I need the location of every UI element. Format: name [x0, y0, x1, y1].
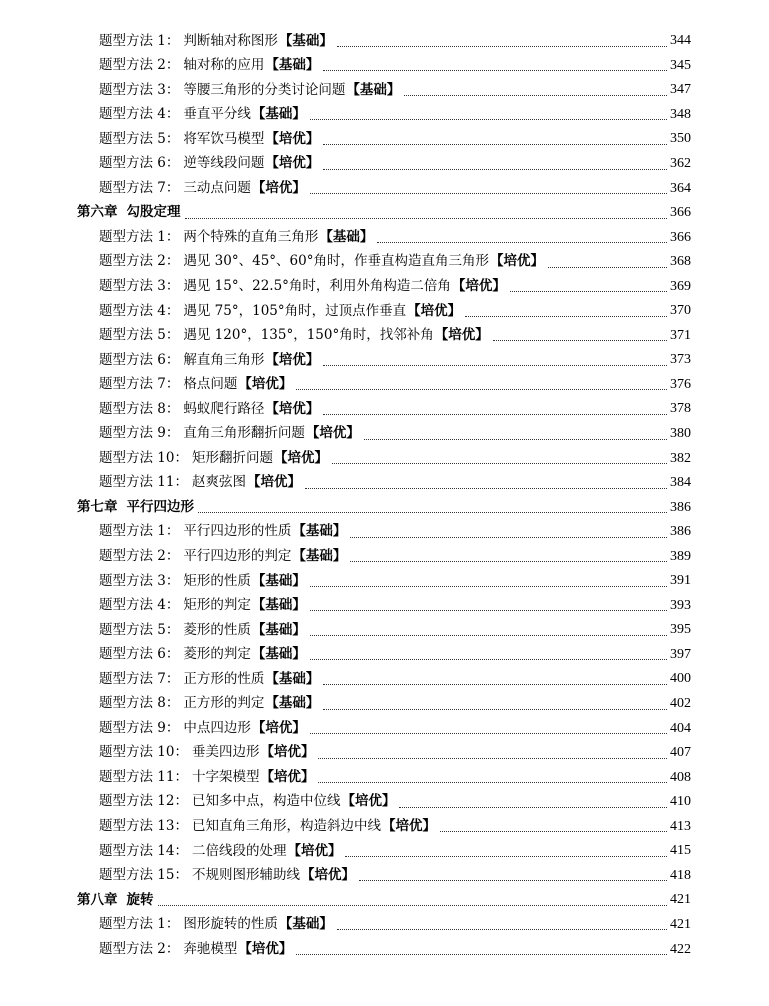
dot-leader	[310, 610, 667, 611]
toc-entry[interactable]	[0, 692, 769, 717]
dot-leader	[493, 340, 667, 341]
method-title: 赵爽弦图	[191, 474, 246, 491]
dot-leader	[323, 709, 667, 710]
dot-leader	[310, 635, 667, 636]
page-number: 391	[670, 573, 691, 589]
toc-entry-label	[99, 179, 306, 196]
method-title: 将军饮马模型	[183, 130, 265, 147]
method-title: 矩形的判定	[183, 597, 251, 614]
method-title: 格点问题	[183, 376, 238, 393]
page-number: 384	[670, 475, 691, 491]
method-number: 题型方法 11：	[99, 474, 188, 491]
method-number: 题型方法 1：	[99, 228, 180, 245]
toc-entry[interactable]	[0, 78, 769, 103]
dot-leader	[350, 537, 667, 538]
level-tag: 【基础】	[278, 32, 333, 49]
toc-entry-label	[77, 206, 181, 220]
toc-entry[interactable]	[0, 790, 769, 815]
toc-entry-label	[99, 255, 544, 269]
toc-chapter-heading[interactable]	[0, 495, 769, 520]
method-number: 题型方法 2：	[99, 548, 180, 564]
method-title: 菱形的判定	[183, 646, 251, 663]
method-number: 题型方法 9：	[99, 425, 180, 442]
toc-entry[interactable]	[0, 373, 769, 398]
dot-leader	[377, 242, 667, 243]
toc-entry-label	[99, 746, 314, 760]
method-title: 二倍线段的处理	[191, 842, 287, 859]
chapter-title: 勾股定理	[126, 204, 181, 221]
level-tag: 【培优】	[273, 449, 328, 466]
dot-leader	[323, 144, 667, 145]
toc-entry-label	[99, 351, 320, 368]
method-title: 菱形的性质	[183, 621, 251, 638]
method-title: 已知直角三角形，构造斜边中线	[191, 818, 381, 835]
level-tag: 【培优】	[246, 474, 301, 491]
dot-leader	[296, 954, 667, 955]
method-title: 矩形的性质	[183, 572, 251, 589]
toc-entry[interactable]	[0, 569, 769, 594]
page-number: 389	[670, 548, 691, 564]
toc-entry[interactable]	[0, 176, 769, 201]
method-number: 题型方法 1：	[99, 916, 180, 933]
dot-leader	[465, 316, 667, 317]
toc-chapter-heading[interactable]	[0, 201, 769, 226]
toc-entry[interactable]	[0, 397, 769, 422]
table-of-contents	[0, 29, 769, 962]
dot-leader	[198, 512, 667, 513]
toc-entry[interactable]	[0, 274, 769, 299]
method-title: 判断轴对称图形	[183, 32, 278, 49]
dot-leader	[310, 733, 667, 734]
level-tag: 【基础】	[251, 621, 306, 638]
toc-entry-label	[99, 670, 320, 687]
toc-entry-label	[99, 157, 319, 171]
dot-leader	[337, 929, 667, 930]
method-number: 题型方法 14：	[99, 842, 188, 859]
method-number: 题型方法 4：	[99, 302, 180, 319]
page-number: 421	[670, 916, 691, 932]
page-number: 371	[670, 327, 691, 343]
toc-entry[interactable]	[0, 839, 769, 864]
toc-entry[interactable]	[0, 937, 769, 962]
toc-entry[interactable]	[0, 103, 769, 128]
method-title: 遇见 15°、22.5°角时，利用外角构造二倍角	[183, 277, 451, 294]
level-tag: 【培优】	[251, 719, 306, 736]
method-number: 题型方法 5：	[99, 327, 180, 344]
method-title: 正方形的性质	[183, 670, 265, 687]
toc-entry[interactable]	[0, 422, 769, 447]
method-title: 中点四边形	[183, 719, 251, 736]
level-tag: 【基础】	[265, 695, 320, 712]
method-title: 遇见 120°，135°，150°角时，找邻补角	[183, 327, 434, 344]
dot-leader	[359, 880, 667, 881]
toc-entry-label	[99, 108, 306, 122]
toc-entry[interactable]	[0, 250, 769, 275]
level-tag: 【培优】	[341, 793, 396, 810]
level-tag: 【基础】	[346, 81, 401, 98]
method-number: 题型方法 5：	[99, 621, 180, 638]
level-tag: 【基础】	[265, 670, 320, 687]
method-number: 题型方法 10：	[99, 744, 188, 761]
dot-leader	[364, 439, 667, 440]
toc-entry-label	[99, 130, 320, 147]
toc-entry[interactable]	[0, 152, 769, 177]
method-number: 题型方法 15：	[99, 867, 188, 884]
page-number: 418	[670, 867, 691, 883]
method-title: 三动点问题	[183, 179, 251, 196]
toc-entry[interactable]	[0, 594, 769, 619]
level-tag: 【培优】	[260, 744, 315, 761]
toc-entry[interactable]	[0, 446, 769, 471]
level-tag: 【培优】	[265, 400, 320, 417]
method-number: 题型方法 2：	[99, 57, 180, 74]
toc-entry-label	[99, 768, 315, 785]
level-tag: 【培优】	[451, 277, 506, 294]
level-tag: 【基础】	[292, 548, 347, 564]
toc-entry-label	[99, 697, 319, 711]
method-title: 逆等线段问题	[183, 155, 265, 172]
method-number: 题型方法 2：	[99, 940, 180, 957]
page-number: 386	[670, 499, 691, 515]
method-number: 题型方法 9：	[99, 719, 180, 736]
method-title: 轴对称的应用	[183, 57, 265, 74]
page-number: 366	[670, 229, 691, 245]
level-tag: 【培优】	[489, 253, 544, 270]
toc-entry-label	[99, 599, 306, 613]
dot-leader	[310, 659, 667, 660]
page-number: 350	[670, 131, 691, 147]
toc-entry[interactable]	[0, 544, 769, 569]
method-title: 平行四边形的判定	[183, 548, 292, 564]
toc-entry-label	[99, 795, 395, 809]
method-title: 垂美四边形	[191, 744, 260, 761]
dot-leader	[323, 684, 667, 685]
dot-leader	[332, 463, 667, 464]
page-number: 402	[670, 696, 691, 712]
method-title: 遇见 30°、45°、60°角时，作垂直构造直角三角形	[183, 253, 489, 270]
dot-leader	[158, 905, 668, 906]
level-tag: 【基础】	[251, 597, 306, 614]
level-tag: 【培优】	[265, 155, 320, 172]
level-tag: 【培优】	[260, 768, 315, 785]
toc-entry-label	[99, 81, 401, 98]
toc-entry-label	[99, 400, 320, 417]
toc-chapter-heading[interactable]	[0, 888, 769, 913]
dot-leader	[323, 169, 667, 170]
page-number: 397	[670, 646, 691, 662]
page-number: 408	[670, 769, 691, 785]
toc-entry[interactable]	[0, 348, 769, 373]
page-number: 380	[670, 426, 691, 442]
chapter-number: 第八章	[77, 891, 118, 908]
level-tag: 【基础】	[251, 572, 306, 589]
page-number: 422	[670, 941, 691, 957]
dot-leader	[337, 46, 667, 47]
page-number: 362	[670, 156, 691, 171]
page-number: 393	[670, 597, 691, 613]
method-number: 题型方法 12：	[99, 793, 188, 810]
level-tag: 【培优】	[265, 351, 320, 368]
level-tag: 【培优】	[305, 425, 360, 442]
level-tag: 【基础】	[265, 57, 320, 74]
page-number: 400	[670, 671, 691, 687]
toc-entry[interactable]	[0, 324, 769, 349]
toc-entry-label	[99, 476, 301, 490]
dot-leader	[323, 414, 667, 415]
toc-entry[interactable]	[0, 225, 769, 250]
toc-entry-label	[99, 32, 333, 49]
toc-entry-label	[99, 378, 292, 392]
method-title: 已知多中点，构造中位线	[191, 793, 341, 810]
page-number: 395	[670, 622, 691, 638]
page-number: 344	[670, 33, 691, 49]
chapter-number: 第六章	[77, 204, 118, 221]
toc-entry[interactable]	[0, 520, 769, 545]
method-number: 题型方法 7：	[99, 179, 180, 196]
method-number: 题型方法 1：	[99, 523, 180, 540]
method-number: 题型方法 3：	[99, 277, 180, 294]
page-number: 348	[670, 106, 691, 122]
method-title: 十字架模型	[191, 768, 260, 785]
dot-leader	[318, 782, 667, 783]
page-number: 347	[670, 82, 691, 98]
method-title: 奔驰模型	[183, 940, 238, 957]
toc-entry[interactable]	[0, 667, 769, 692]
chapter-title: 平行四边形	[126, 498, 194, 515]
toc-entry[interactable]	[0, 471, 769, 496]
level-tag: 【培优】	[381, 818, 436, 835]
page-number: 366	[670, 205, 691, 221]
level-tag: 【培优】	[265, 130, 320, 147]
method-title: 等腰三角形的分类讨论问题	[183, 81, 346, 98]
dot-leader	[305, 488, 667, 489]
method-title: 图形旋转的性质	[183, 916, 278, 933]
method-number: 题型方法 6：	[99, 351, 180, 368]
method-title: 蚂蚁爬行路径	[183, 400, 265, 417]
dot-leader	[548, 267, 667, 268]
toc-entry-label	[99, 719, 306, 736]
toc-entry-label	[99, 572, 306, 589]
toc-entry-label	[99, 302, 462, 319]
toc-entry-label	[99, 329, 489, 343]
level-tag: 【培优】	[238, 940, 293, 957]
method-title: 解直角三角形	[183, 351, 265, 368]
dot-leader	[185, 218, 668, 219]
dot-leader	[296, 389, 667, 390]
level-tag: 【基础】	[278, 916, 333, 933]
dot-leader	[323, 70, 667, 71]
method-number: 题型方法 8：	[99, 695, 180, 712]
toc-entry[interactable]	[0, 815, 769, 840]
dot-leader	[440, 831, 667, 832]
method-title: 矩形翻折问题	[191, 449, 273, 466]
page-number: 404	[670, 720, 691, 736]
level-tag: 【培优】	[407, 302, 462, 319]
toc-entry[interactable]	[0, 299, 769, 324]
page-number: 382	[670, 450, 691, 466]
method-number: 题型方法 6：	[99, 646, 180, 663]
method-title: 两个特殊的直角三角形	[183, 228, 319, 245]
method-number: 题型方法 5：	[99, 130, 180, 147]
page-number: 386	[670, 524, 691, 540]
toc-entry-label	[99, 277, 506, 294]
dot-leader	[404, 95, 667, 96]
toc-entry[interactable]	[0, 716, 769, 741]
method-number: 题型方法 8：	[99, 400, 180, 417]
page-number: 345	[670, 57, 691, 73]
level-tag: 【培优】	[434, 327, 489, 344]
dot-leader	[310, 193, 667, 194]
toc-entry[interactable]	[0, 643, 769, 668]
page-number: 421	[670, 892, 691, 908]
level-tag: 【基础】	[292, 523, 347, 540]
method-number: 题型方法 6：	[99, 155, 180, 172]
page-number: 373	[670, 352, 691, 368]
toc-entry-label	[99, 820, 436, 834]
chapter-title: 旋转	[126, 891, 154, 908]
toc-entry[interactable]	[0, 127, 769, 152]
toc-entry[interactable]	[0, 765, 769, 790]
method-title: 遇见 75°，105°角时，过顶点作垂直	[183, 302, 407, 319]
method-title: 垂直平分线	[183, 106, 251, 123]
level-tag: 【培优】	[287, 842, 342, 859]
toc-entry-label	[99, 940, 293, 957]
dot-leader	[510, 291, 667, 292]
toc-entry[interactable]	[0, 618, 769, 643]
method-title: 直角三角形翻折问题	[183, 425, 305, 442]
page-number: 378	[670, 401, 691, 417]
toc-entry-label	[77, 498, 194, 515]
method-number: 题型方法 4：	[99, 597, 180, 614]
toc-entry-label	[99, 918, 333, 932]
dot-leader	[399, 807, 667, 808]
method-number: 题型方法 10：	[99, 449, 188, 466]
dot-leader	[350, 561, 667, 562]
page-number: 370	[670, 303, 691, 319]
toc-entry-label	[99, 427, 360, 441]
method-number: 题型方法 1：	[99, 32, 180, 49]
page-number: 364	[670, 180, 691, 196]
dot-leader	[318, 758, 667, 759]
method-number: 题型方法 7：	[99, 376, 180, 393]
toc-entry-label	[99, 648, 306, 662]
method-number: 题型方法 3：	[99, 572, 180, 589]
method-title: 正方形的判定	[183, 695, 265, 712]
page-number: 413	[670, 818, 691, 834]
dot-leader	[310, 119, 667, 120]
method-number: 题型方法 3：	[99, 81, 180, 98]
toc-entry-label	[99, 228, 374, 245]
page-number: 410	[670, 794, 691, 810]
dot-leader	[323, 365, 667, 366]
toc-entry-label	[99, 869, 355, 883]
level-tag: 【基础】	[251, 646, 306, 663]
page-number: 376	[670, 376, 691, 392]
dot-leader	[345, 856, 667, 857]
toc-entry-label	[99, 449, 328, 466]
toc-entry-label	[99, 842, 342, 859]
toc-entry-label	[99, 525, 346, 539]
toc-entry[interactable]	[0, 54, 769, 79]
dot-leader	[310, 586, 667, 587]
method-number: 题型方法 11：	[99, 768, 188, 785]
page-number: 369	[670, 278, 691, 294]
page-number: 368	[670, 254, 691, 270]
toc-entry[interactable]	[0, 741, 769, 766]
level-tag: 【培优】	[238, 376, 293, 393]
toc-entry[interactable]	[0, 29, 769, 54]
toc-entry-label	[99, 59, 319, 73]
chapter-number: 第七章	[77, 498, 118, 515]
level-tag: 【基础】	[319, 228, 374, 245]
method-number: 题型方法 7：	[99, 670, 180, 687]
toc-entry[interactable]	[0, 913, 769, 938]
method-title: 不规则图形辅助线	[191, 867, 300, 884]
page-number: 407	[670, 745, 691, 761]
method-title: 平行四边形的性质	[183, 523, 292, 540]
method-number: 题型方法 13：	[99, 818, 188, 835]
toc-entry-label	[99, 621, 306, 638]
method-number: 题型方法 4：	[99, 106, 180, 123]
toc-entry-label	[99, 550, 346, 564]
toc-entry-label	[77, 891, 154, 908]
level-tag: 【培优】	[251, 179, 306, 196]
toc-entry[interactable]	[0, 864, 769, 889]
page-number: 415	[670, 843, 691, 859]
level-tag: 【基础】	[251, 106, 306, 123]
method-number: 题型方法 2：	[99, 253, 180, 270]
level-tag: 【培优】	[300, 867, 355, 884]
